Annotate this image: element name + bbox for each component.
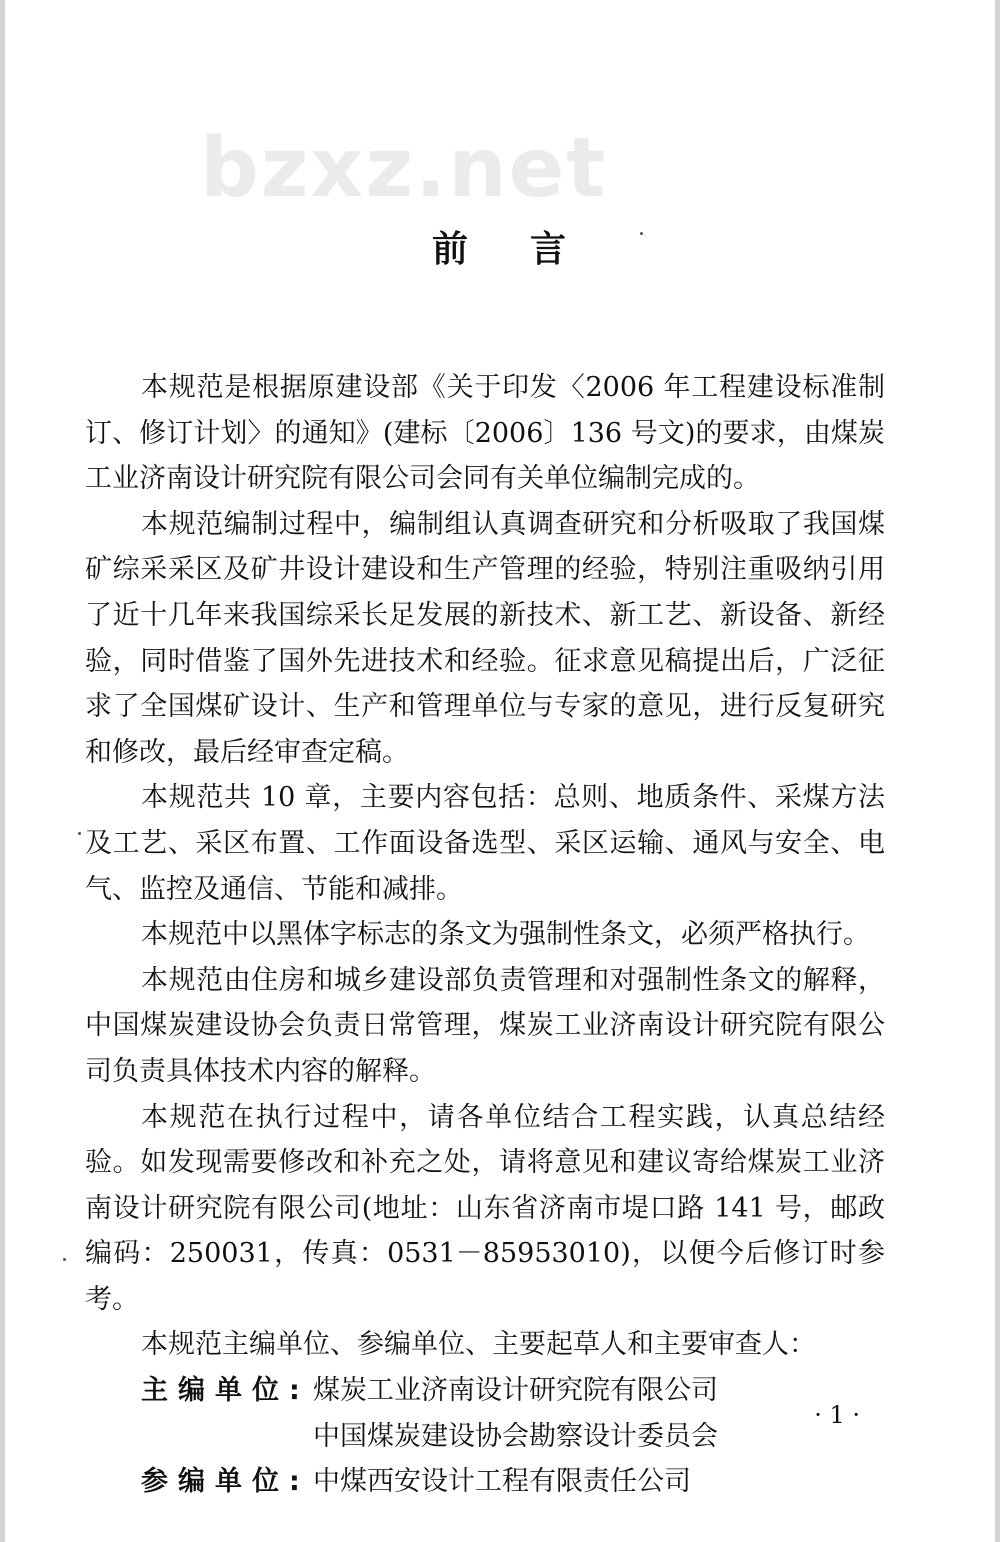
paragraph-contents: 本规范共 10 章，主要内容包括：总则、地质条件、采煤方法及工艺、采区布置、工作面设备选型、采区运输、通风与安全、电气、监控及通信、节能和减排。 [85,782,885,905]
scan-speck [63,1258,66,1261]
chief-unit-row-2 [85,1414,885,1460]
title-char-2: 言 [530,229,569,270]
paragraph-management: 本规范由住房和城乡建设部负责管理和对强制性条文的解释，中国煤炭建设协会负责日常管理，煤炭工业济南设计研究院有限公司负责具体技术内容的解释。 [85,964,885,1087]
page-number: · 1 · [814,1401,860,1429]
preface-body [85,365,885,1505]
participating-unit-row [85,1459,885,1505]
page-title [0,229,1000,270]
chief-unit-1: 煤炭工业济南设计研究院有限公司 [313,1375,718,1407]
chief-unit-row [85,1368,885,1414]
paragraph-units-intro: 本规范主编单位、参编单位、主要起草人和主要审查人： [141,1329,816,1361]
paragraph-mandatory: 本规范中以黑体字标志的条文为强制性条文，必须严格执行。 [141,919,870,951]
participating-unit-label: 参编单位: [141,1466,310,1498]
paragraph-process: 本规范编制过程中，编制组认真调查研究和分析吸取了我国煤矿综采采区及矿井设计建设和生产管理的经验，特别注重吸纳引用了近十几年来我国综采长足发展的新技术、新工艺、新设备、新经验，同时借鉴了国外先进技术和经验。征求意见稿提出后，广泛征求了全国煤矿设计、生产和管理单位与专家的意见，进行反复研究和修改，最后经审查定稿。 [85,508,885,768]
title-char-1: 前 [431,229,470,270]
watermark: bzxz.net [200,121,608,216]
paragraph-feedback: 本规范在执行过程中，请各单位结合工程实践，认真总结经验。如发现需要修改和补充之处，请将意见和建议寄给煤炭工业济南设计研究院有限公司(地址：山东省济南市堤口路 141 号，邮政编码：250031，传真：0531－85953010)，以便今后修订时参考。 [85,1101,885,1315]
scan-speck [78,832,81,835]
chief-unit-label: 主编单位: [141,1375,310,1407]
scan-speck [640,232,643,235]
paragraph-basis: 本规范是根据原建设部《关于印发〈2006 年工程建设标准制订、修订计划〉的通知》(建标〔2006〕136 号文)的要求，由煤炭工业济南设计研究院有限公司会同有关单位编制完成的。 [85,372,885,495]
participating-unit-1: 中煤西安设计工程有限责任公司 [313,1466,691,1498]
chief-unit-2: 中国煤炭建设协会勘察设计委员会 [313,1420,718,1452]
